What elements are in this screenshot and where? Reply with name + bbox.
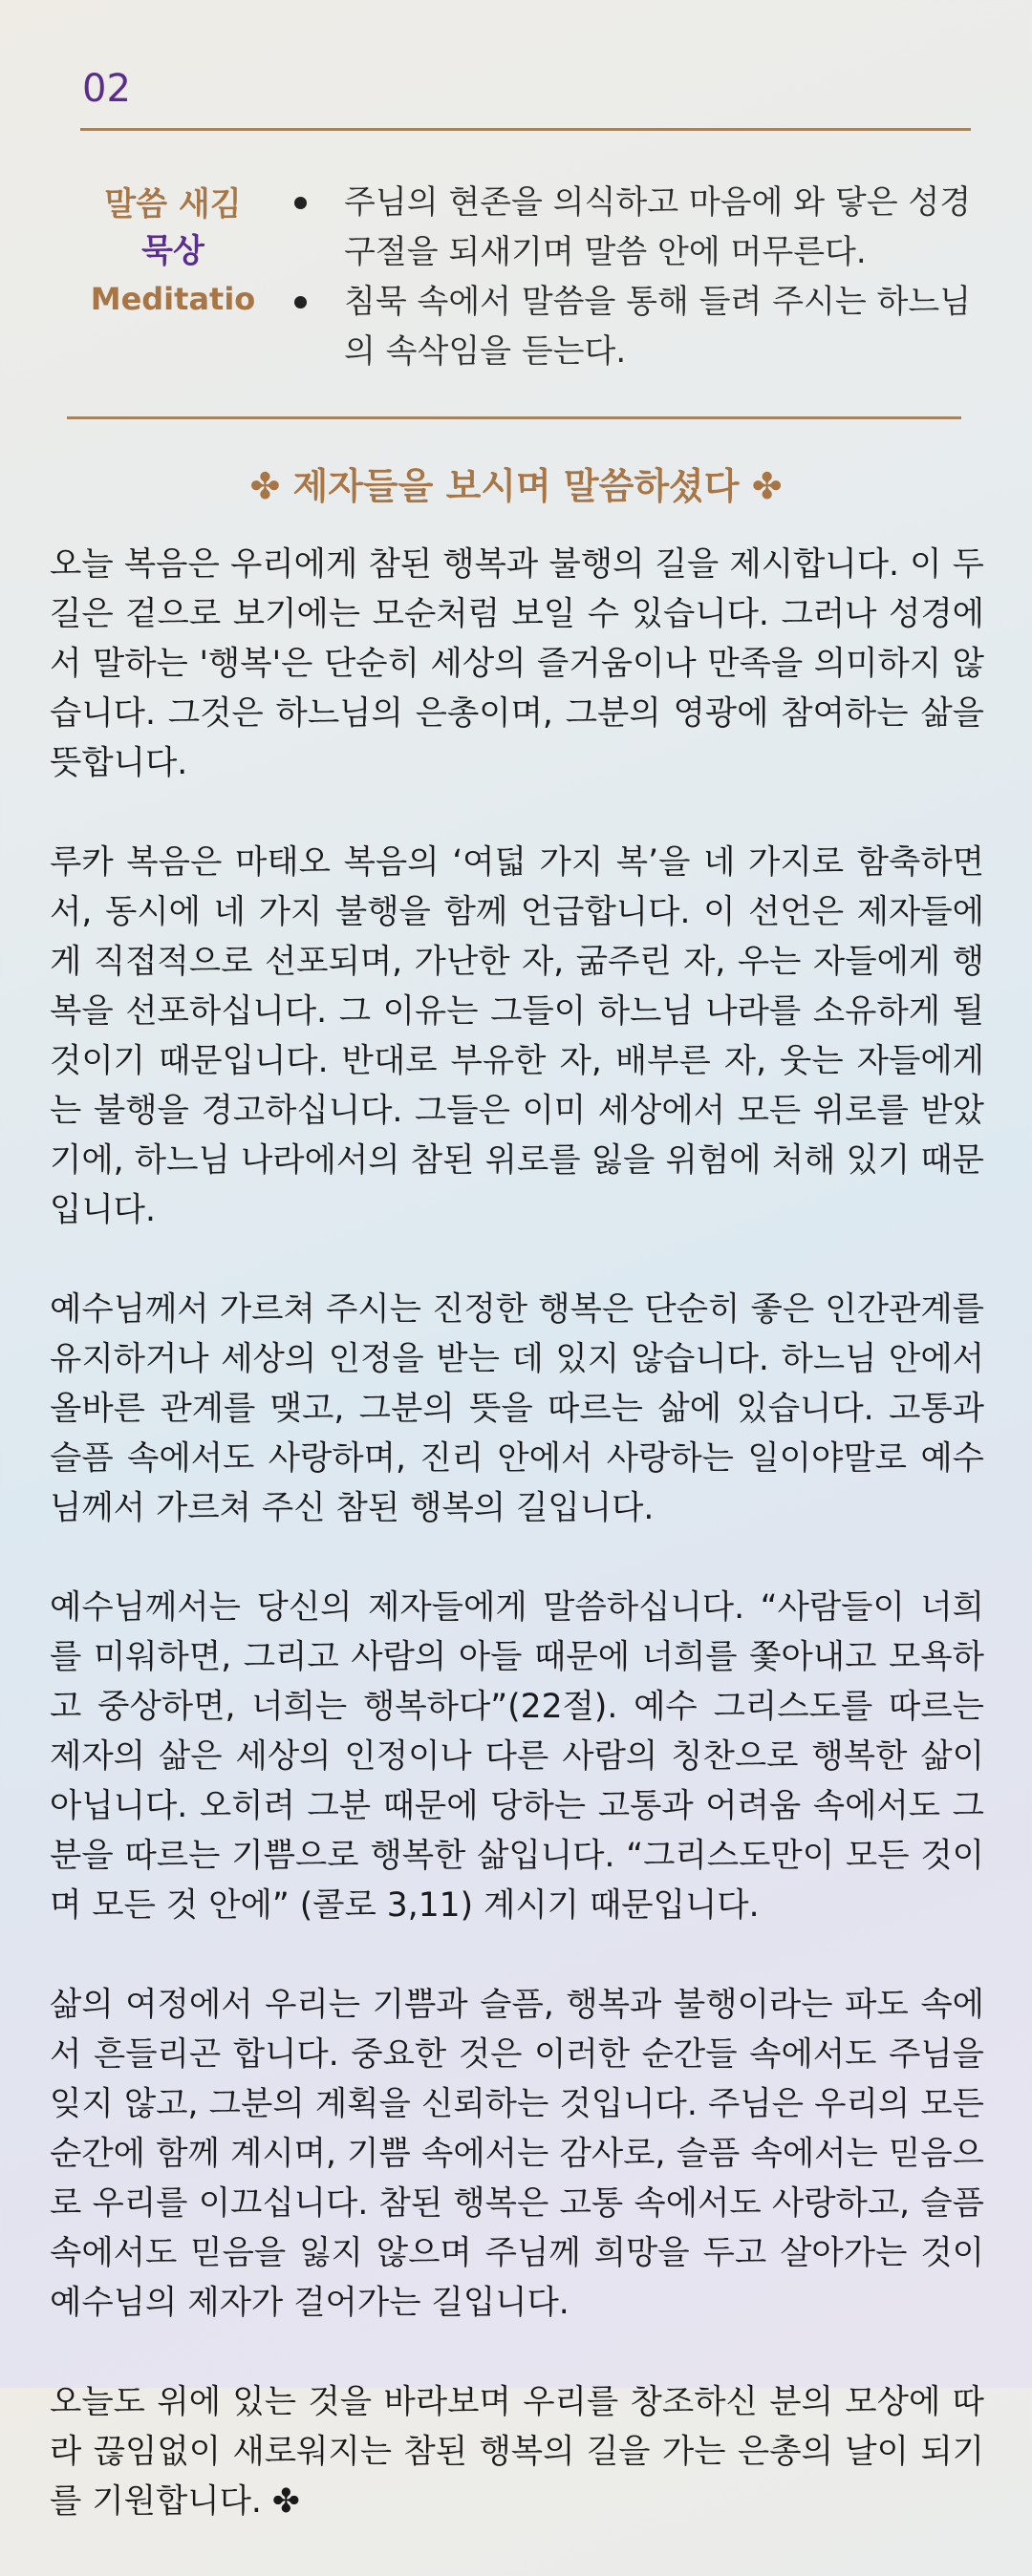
bullet-icon <box>294 197 307 209</box>
reflection-title: 제자들을 보시며 말씀하셨다 <box>292 465 740 507</box>
clover-icon: ✤ <box>249 465 281 507</box>
reflection-heading <box>0 457 1032 509</box>
side-label-latin: Meditatio <box>90 281 256 317</box>
body-paragraph: 오늘 복음은 우리에게 참된 행복과 불행의 길을 제시합니다. 이 두 길은 겉으로 보기에는 모순처럼 보일 수 있습니다. 그러나 성경에서 말하는 '행복'은 단순히 세상의 즐거움이나 만족을 의미하지 않습니다. 그것은 하느님의 은총이며, 그분의 영광에 참여하는 삶을 뜻합니다. <box>50 545 984 782</box>
bullet-icon <box>294 296 307 309</box>
side-label <box>82 181 264 323</box>
side-label-korean: 묵상 <box>141 232 204 270</box>
body-paragraph: 예수님께서는 당신의 제자들에게 말씀하십니다. “사람들이 너희를 미워하면, 그리고 사람의 아들 때문에 너희를 쫓아내고 모욕하고 중상하면, 너희는 행복하다”(22절). 예수 그리스도를 따르는 제자의 삶은 세상의 인정이나 다른 사람의 칭찬으로 행복한 삶이 아닙니다. 오히려 그분 때문에 당하는 고통과 어려움 속에서도 그분을 따르는 기쁨으로 행복한 삶입니다. “그리스도만이 모든 것이며 모든 것 안에” (콜로 3,11) 계시기 때문입니다. <box>50 1588 984 1925</box>
body-paragraph: 예수님께서 가르쳐 주시는 진정한 행복은 단순히 좋은 인간관계를 유지하거나 세상의 인정을 받는 데 있지 않습니다. 하느님 안에서 올바른 관계를 맺고, 그분의 뜻을 따르는 삶에 있습니다. 고통과 슬픔 속에서도 사랑하며, 진리 안에서 사랑하는 일이야말로 예수님께서 가르쳐 주신 참된 행복의 길입니다. <box>50 1290 984 1527</box>
body-paragraph: 삶의 여정에서 우리는 기쁨과 슬픔, 행복과 불행이라는 파도 속에서 흔들리곤 합니다. 중요한 것은 이러한 순간들 속에서도 주님을 잊지 않고, 그분의 계획을 신뢰하는 것입니다. 주님은 우리의 모든 순간에 함께 계시며, 기쁨 속에서는 감사로, 슬픔 속에서는 믿음으로 우리를 이끄십니다. 참된 행복은 고통 속에서도 사랑하고, 슬픔 속에서도 믿음을 잃지 않으며 주님께 희망을 두고 살아가는 것이 예수님의 제자가 걸어가는 길입니다. <box>50 1986 984 2322</box>
bottom-divider <box>67 416 961 419</box>
side-label-title: 말씀 새김 <box>104 185 242 224</box>
instruction-item <box>304 178 973 277</box>
instruction-text: 주님의 현존을 의식하고 마음에 와 닿은 성경구절을 되새기며 말씀 안에 머무른다. <box>344 183 972 271</box>
body-paragraph: 오늘도 위에 있는 것을 바라보며 우리를 창조하신 분의 모상에 따라 끊임없이 새로워지는 참된 행복의 길을 가는 은총의 날이 되기를 기원합니다. ✤ <box>50 2383 984 2521</box>
clover-icon: ✤ <box>751 465 783 507</box>
top-divider <box>80 128 971 131</box>
instruction-item <box>304 277 973 376</box>
reflection-body <box>50 540 984 2576</box>
meditation-instructions <box>304 178 973 376</box>
body-paragraph: 루카 복음은 마태오 복음의 ‘여덟 가지 복’을 네 가지로 함축하면서, 동시에 네 가지 불행을 함께 언급합니다. 이 선언은 제자들에게 직접적으로 선포되며, 가난한 자, 굶주린 자, 우는 자들에게 행복을 선포하십니다. 그 이유는 그들이 하느님 나라를 소유하게 될 것이기 때문입니다. 반대로 부유한 자, 배부른 자, 웃는 자들에게는 불행을 경고하십니다. 그들은 이미 세상에서 모든 위로를 받았기에, 하느님 나라에서의 참된 위로를 잃을 위험에 처해 있기 때문입니다. <box>50 843 984 1229</box>
instruction-text: 침묵 속에서 말씀을 통해 들려 주시는 하느님의 속삭임을 듣는다. <box>344 283 972 371</box>
section-number: 02 <box>82 67 131 111</box>
